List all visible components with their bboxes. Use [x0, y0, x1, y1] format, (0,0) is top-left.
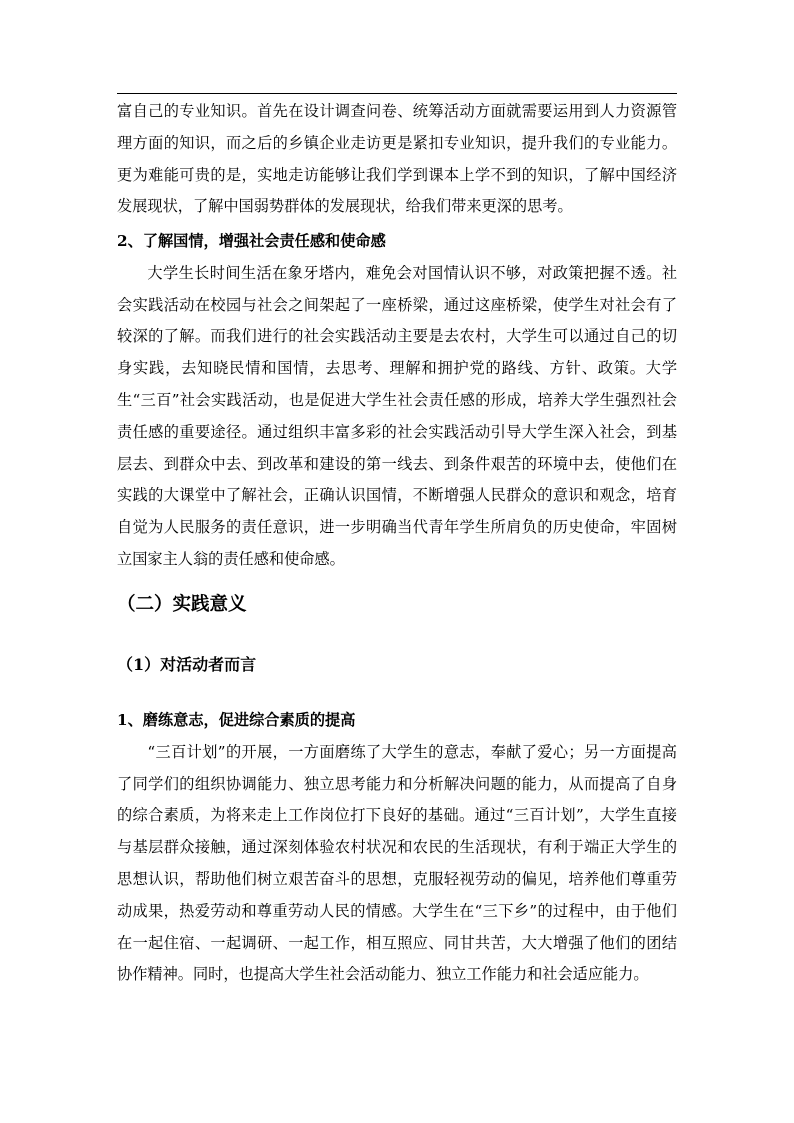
section1-block [117, 705, 677, 991]
intro-block [117, 96, 677, 223]
section1-paragraph: “三百计划”的开展，一方面磨练了大学生的意志，奉献了爱心；另一方面提高了同学们的组织协调能力、独立思考能力和分析解决问题的能力，从而提高了自身的综合素质，为将来走上工作岗位打下良好的基础。通过“三百计划”，大学生直接与基层群众接触，通过深刻体验农村状况和农民的生活现状，有利于端正大学生的思想认识，帮助他们树立艰苦奋斗的思想，克服轻视劳动的偏见，培养他们尊重劳动成果，热爱劳动和尊重劳动人民的情感。大学生在“三下乡”的过程中，由于他们在一起住宿、一起调研、一起工作，相互照应、同甘共苦，大大增强了他们的团结协作精神。同时，也提高大学生社会活动能力、独立工作能力和社会适应能力。 [117, 742, 677, 984]
section1-heading: 1、磨练意志，促进综合素质的提高 [117, 711, 356, 729]
intro-paragraph: 富自己的专业知识。首先在设计调查问卷、统筹活动方面就需要运用到人力资源管理方面的知识，而之后的乡镇企业走访更是紧扣专业知识，提升我们的专业能力。更为难能可贵的是，实地走访能够让我们学到课本上学不到的知识，了解中国经济发展现状，了解中国弱势群体的发展现状，给我们带来更深的思考。 [117, 102, 677, 216]
chapter-heading: （二）实践意义 [117, 594, 247, 615]
section2-block [117, 226, 677, 576]
section2-paragraph: 大学生长时间生活在象牙塔内，难免会对国情认识不够，对政策把握不透。社会实践活动在校园与社会之间架起了一座桥梁，通过这座桥梁，使学生对社会有了较深的了解。而我们进行的社会实践活动主要是去农村，大学生可以通过自己的切身实践，去知晓民情和国情，去思考、理解和拥护党的路线、方针、政策。大学生“三百”社会实践活动，也是促进大学生社会责任感的形成，培养大学生强烈社会责任感的重要途径。通过组织丰富多彩的社会实践活动引导大学生深入社会，到基层去、到群众中去、到改革和建设的第一线去、到条件艰苦的环境中去，使他们在实践的大课堂中了解社会，正确认识国情，不断增强人民群众的意识和观念，培育自觉为人民服务的责任意识，进一步明确当代青年学生所肩负的历史使命，牢固树立国家主人翁的责任感和使命感。 [117, 263, 677, 568]
subsection-heading: （1）对活动者而言 [117, 655, 257, 674]
header-rule [117, 93, 677, 94]
section2-heading: 2、了解国情，增强社会责任感和使命感 [117, 232, 386, 250]
